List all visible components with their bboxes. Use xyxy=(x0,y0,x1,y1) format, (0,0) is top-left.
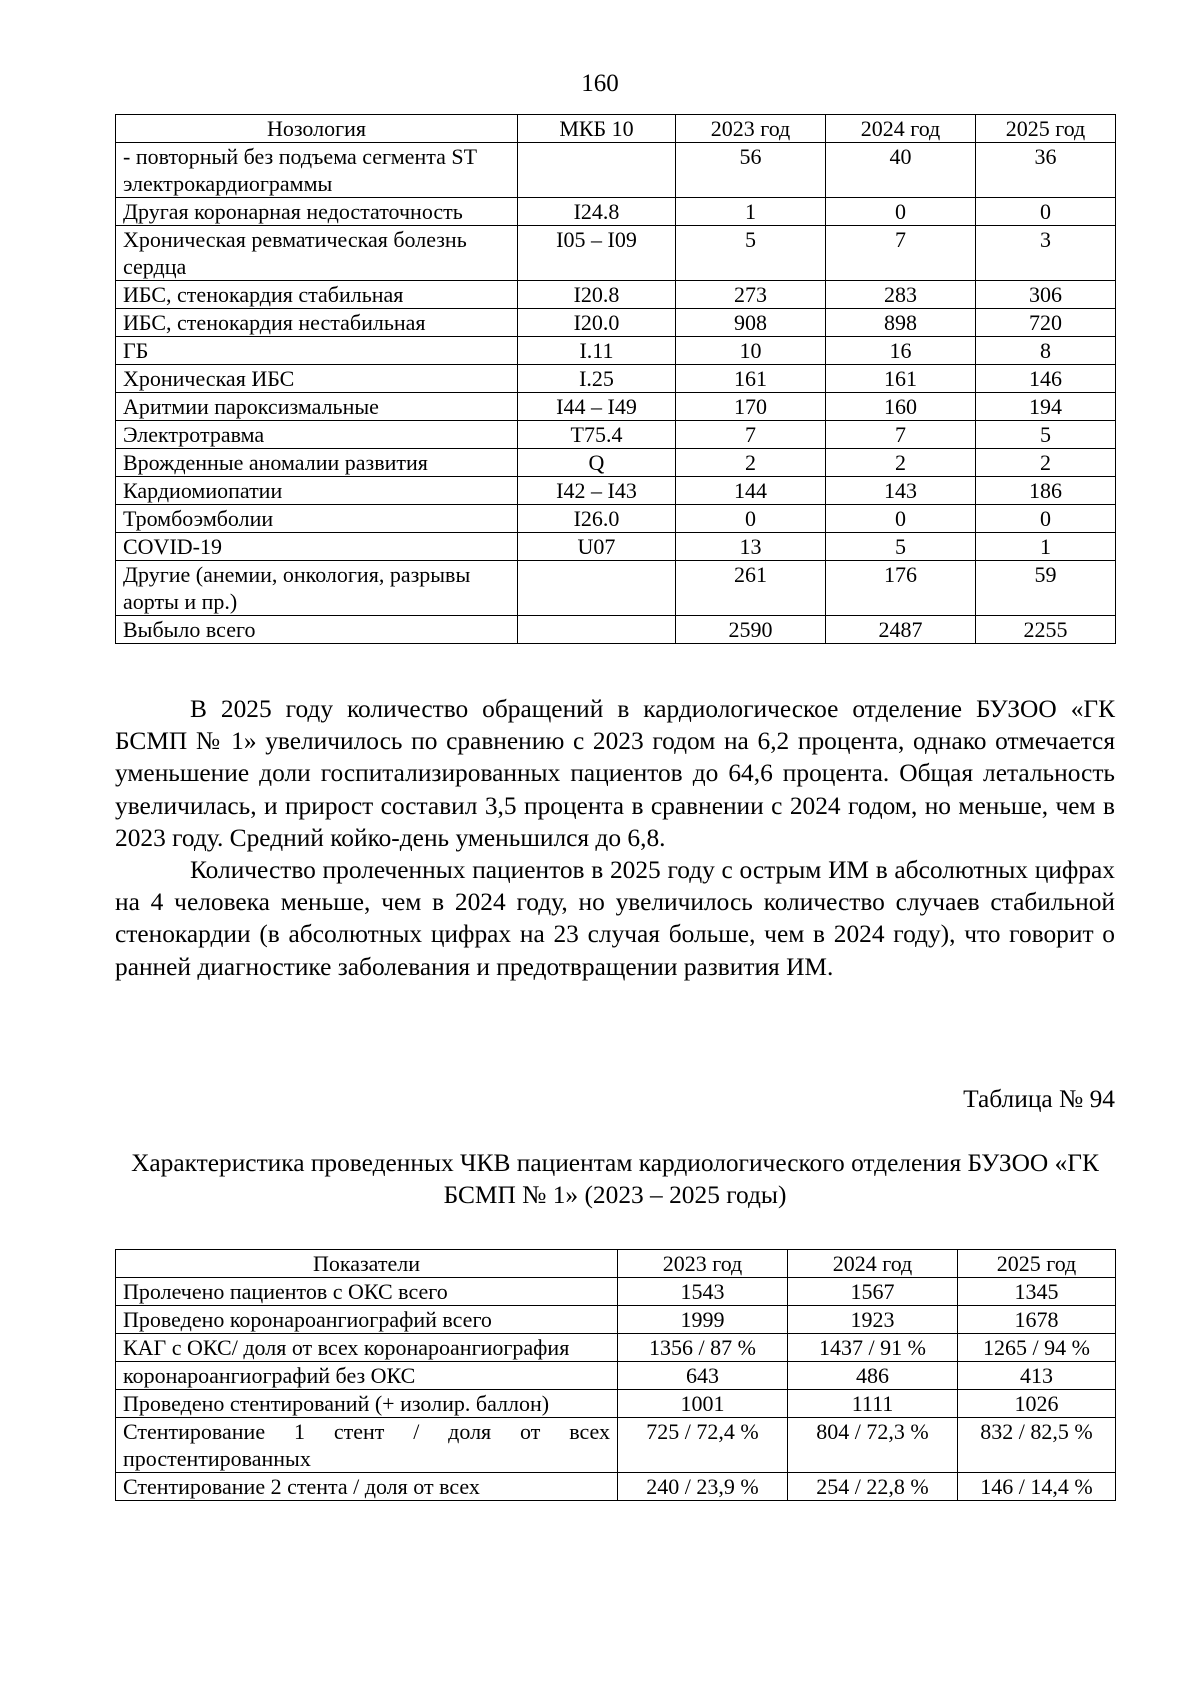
column-header: 2023 год xyxy=(618,1250,788,1278)
table-row xyxy=(116,449,1116,477)
value-2024-cell: 1437 / 91 % xyxy=(788,1334,958,1362)
value-2024-cell: 2487 xyxy=(826,616,976,644)
value-2023-cell: 10 xyxy=(676,337,826,365)
body-text xyxy=(115,693,1115,983)
nosology-cell: ГБ xyxy=(116,337,518,365)
value-2023-cell: 1356 / 87 % xyxy=(618,1334,788,1362)
indicator-cell: Стентирование 1 стент / доля от всех простентированных xyxy=(116,1418,618,1473)
value-2024-cell: 283 xyxy=(826,281,976,309)
table-row xyxy=(116,505,1116,533)
table-number: Таблица № 94 xyxy=(963,1085,1115,1113)
nosology-cell: Хроническая ИБС xyxy=(116,365,518,393)
value-2023-cell: 643 xyxy=(618,1362,788,1390)
icd10-cell: I42 – I43 xyxy=(518,477,676,505)
nosology-table xyxy=(115,114,1116,644)
page-number: 160 xyxy=(581,70,619,97)
value-2025-cell: 1345 xyxy=(958,1278,1116,1306)
table-row xyxy=(116,1390,1116,1418)
icd10-cell: I26.0 xyxy=(518,505,676,533)
nosology-cell: Хроническая ревматическая болезнь сердца xyxy=(116,226,518,281)
value-2025-cell: 306 xyxy=(976,281,1116,309)
table-row xyxy=(116,281,1116,309)
value-2024-cell: 1111 xyxy=(788,1390,958,1418)
value-2025-cell: 0 xyxy=(976,198,1116,226)
table-header-row xyxy=(116,1250,1116,1278)
value-2025-cell: 0 xyxy=(976,505,1116,533)
value-2023-cell: 56 xyxy=(676,143,826,198)
value-2023-cell: 1543 xyxy=(618,1278,788,1306)
nosology-cell: ИБС, стенокардия стабильная xyxy=(116,281,518,309)
indicator-cell: КАГ с ОКС/ доля от всех коронароангиография xyxy=(116,1334,618,1362)
value-2024-cell: 143 xyxy=(826,477,976,505)
value-2024-cell: 7 xyxy=(826,226,976,281)
value-2025-cell: 2 xyxy=(976,449,1116,477)
paragraph: В 2025 году количество обращений в кардиологическое отделение БУЗОО «ГК БСМП № 1» увеличилось по сравнению с 2023 годом на 6,2 процента, однако отмечается уменьшение доли госпитализированных пациентов до 64,6 процента. Общая летальность увеличилась, и прирост составил 3,5 процента в сравнении с 2024 годом, но меньше, чем в 2023 году. Средний койко-день уменьшился до 6,8. xyxy=(115,695,1115,852)
table-row xyxy=(116,1362,1116,1390)
value-2025-cell: 5 xyxy=(976,421,1116,449)
value-2025-cell: 413 xyxy=(958,1362,1116,1390)
value-2024-cell: 0 xyxy=(826,505,976,533)
icd10-cell: I20.8 xyxy=(518,281,676,309)
value-2024-cell: 16 xyxy=(826,337,976,365)
value-2023-cell: 2 xyxy=(676,449,826,477)
nosology-cell: Выбыло всего xyxy=(116,616,518,644)
column-header: 2024 год xyxy=(826,115,976,143)
value-2023-cell: 273 xyxy=(676,281,826,309)
pci-table xyxy=(115,1249,1116,1501)
table-row xyxy=(116,1418,1116,1473)
nosology-cell: Другие (анемии, онкология, разрывы аорты и пр.) xyxy=(116,561,518,616)
nosology-cell: Врожденные аномалии развития xyxy=(116,449,518,477)
table-row xyxy=(116,226,1116,281)
table-row xyxy=(116,533,1116,561)
table-row xyxy=(116,616,1116,644)
nosology-cell: - повторный без подъема сегмента ST электрокардиограммы xyxy=(116,143,518,198)
icd10-cell xyxy=(518,143,676,198)
table-row xyxy=(116,1334,1116,1362)
indicator-cell: Стентирование 2 стента / доля от всех xyxy=(116,1473,618,1501)
value-2023-cell: 7 xyxy=(676,421,826,449)
table-row xyxy=(116,143,1116,198)
icd10-cell xyxy=(518,616,676,644)
value-2023-cell: 725 / 72,4 % xyxy=(618,1418,788,1473)
value-2024-cell: 160 xyxy=(826,393,976,421)
value-2023-cell: 261 xyxy=(676,561,826,616)
table-row xyxy=(116,561,1116,616)
value-2024-cell: 804 / 72,3 % xyxy=(788,1418,958,1473)
value-2024-cell: 486 xyxy=(788,1362,958,1390)
value-2023-cell: 240 / 23,9 % xyxy=(618,1473,788,1501)
table-row xyxy=(116,421,1116,449)
value-2024-cell: 161 xyxy=(826,365,976,393)
value-2023-cell: 1 xyxy=(676,198,826,226)
icd10-cell: U07 xyxy=(518,533,676,561)
table-header-row xyxy=(116,115,1116,143)
icd10-cell: I24.8 xyxy=(518,198,676,226)
value-2025-cell: 186 xyxy=(976,477,1116,505)
icd10-cell xyxy=(518,561,676,616)
column-header: 2023 год xyxy=(676,115,826,143)
icd10-cell: T75.4 xyxy=(518,421,676,449)
icd10-cell: I44 – I49 xyxy=(518,393,676,421)
value-2023-cell: 908 xyxy=(676,309,826,337)
value-2025-cell: 1678 xyxy=(958,1306,1116,1334)
value-2025-cell: 8 xyxy=(976,337,1116,365)
value-2024-cell: 1567 xyxy=(788,1278,958,1306)
value-2024-cell: 40 xyxy=(826,143,976,198)
value-2025-cell: 146 / 14,4 % xyxy=(958,1473,1116,1501)
value-2023-cell: 1999 xyxy=(618,1306,788,1334)
indicator-cell: коронароангиографий без ОКС xyxy=(116,1362,618,1390)
value-2025-cell: 3 xyxy=(976,226,1116,281)
value-2023-cell: 161 xyxy=(676,365,826,393)
table-title: Характеристика проведенных ЧКВ пациентам кардиологического отделения БУЗОО «ГК БСМП № 1» (2023 – 2025 годы) xyxy=(131,1149,1099,1209)
nosology-cell: Аритмии пароксизмальные xyxy=(116,393,518,421)
value-2023-cell: 170 xyxy=(676,393,826,421)
table-row xyxy=(116,1473,1116,1501)
value-2023-cell: 5 xyxy=(676,226,826,281)
value-2025-cell: 146 xyxy=(976,365,1116,393)
table-row xyxy=(116,309,1116,337)
nosology-cell: COVID-19 xyxy=(116,533,518,561)
value-2024-cell: 2 xyxy=(826,449,976,477)
nosology-cell: Электротравма xyxy=(116,421,518,449)
value-2023-cell: 2590 xyxy=(676,616,826,644)
value-2024-cell: 176 xyxy=(826,561,976,616)
value-2024-cell: 1923 xyxy=(788,1306,958,1334)
value-2023-cell: 144 xyxy=(676,477,826,505)
paragraph: Количество пролеченных пациентов в 2025 году с острым ИМ в абсолютных цифрах на 4 человека меньше, чем в 2024 году, но увеличилось количество случаев стабильной стенокардии (в абсолютных цифрах на 23 случая больше, чем в 2024 году), что говорит о ранней диагностике заболевания и предотвращении развития ИМ. xyxy=(115,856,1115,981)
value-2025-cell: 36 xyxy=(976,143,1116,198)
nosology-cell: Кардиомиопатии xyxy=(116,477,518,505)
value-2023-cell: 0 xyxy=(676,505,826,533)
column-header: Показатели xyxy=(116,1250,618,1278)
value-2025-cell: 1 xyxy=(976,533,1116,561)
value-2024-cell: 254 / 22,8 % xyxy=(788,1473,958,1501)
value-2024-cell: 898 xyxy=(826,309,976,337)
table-row xyxy=(116,1278,1116,1306)
value-2024-cell: 5 xyxy=(826,533,976,561)
value-2024-cell: 7 xyxy=(826,421,976,449)
column-header: 2024 год xyxy=(788,1250,958,1278)
icd10-cell: I20.0 xyxy=(518,309,676,337)
table-row xyxy=(116,337,1116,365)
column-header: Нозология xyxy=(116,115,518,143)
indicator-cell: Проведено стентирований (+ изолир. баллон) xyxy=(116,1390,618,1418)
value-2023-cell: 1001 xyxy=(618,1390,788,1418)
nosology-cell: Другая коронарная недостаточность xyxy=(116,198,518,226)
indicator-cell: Пролечено пациентов с ОКС всего xyxy=(116,1278,618,1306)
value-2025-cell: 2255 xyxy=(976,616,1116,644)
column-header: МКБ 10 xyxy=(518,115,676,143)
value-2025-cell: 832 / 82,5 % xyxy=(958,1418,1116,1473)
nosology-cell: ИБС, стенокардия нестабильная xyxy=(116,309,518,337)
value-2025-cell: 1026 xyxy=(958,1390,1116,1418)
value-2025-cell: 194 xyxy=(976,393,1116,421)
nosology-cell: Тромбоэмболии xyxy=(116,505,518,533)
value-2023-cell: 13 xyxy=(676,533,826,561)
indicator-cell: Проведено коронароангиографий всего xyxy=(116,1306,618,1334)
table-row xyxy=(116,1306,1116,1334)
icd10-cell: I.25 xyxy=(518,365,676,393)
table-row xyxy=(116,365,1116,393)
column-header: 2025 год xyxy=(976,115,1116,143)
icd10-cell: I.11 xyxy=(518,337,676,365)
value-2025-cell: 1265 / 94 % xyxy=(958,1334,1116,1362)
value-2025-cell: 59 xyxy=(976,561,1116,616)
column-header: 2025 год xyxy=(958,1250,1116,1278)
value-2024-cell: 0 xyxy=(826,198,976,226)
table-row xyxy=(116,393,1116,421)
table-row xyxy=(116,198,1116,226)
icd10-cell: Q xyxy=(518,449,676,477)
value-2025-cell: 720 xyxy=(976,309,1116,337)
table-row xyxy=(116,477,1116,505)
icd10-cell: I05 – I09 xyxy=(518,226,676,281)
